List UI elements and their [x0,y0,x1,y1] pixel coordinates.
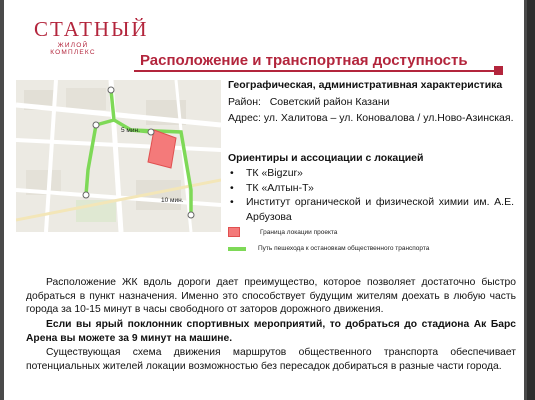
viewer-edge [527,0,535,400]
district-value: Советский район Казани [269,96,390,108]
logo-name: СТАТНЫЙ [34,17,149,41]
landmarks-list [228,166,514,224]
legend-boundary-label: Граница локации проекта [260,228,338,236]
bus-stop-icon [83,192,89,198]
map-label-10min: 10 мин. [161,197,184,204]
page-title: Расположение и транспортная доступность [140,52,468,69]
legend-path-label: Путь пешехода к остановкам общественного транспорта [258,245,430,252]
bus-stop-icon [108,87,114,93]
document-page [4,0,524,400]
district-line [228,96,390,108]
landmark-item: • ТК «Алтын-Т» [228,181,514,196]
path-swatch [228,247,246,251]
geo-heading: Географическая, административная характеристика [228,79,503,91]
location-map [16,80,221,232]
paragraph-1: Расположение ЖК вдоль дороги дает преимущество, которое позволяет достаточно быстро добраться в пункт назначения. Именно это способствует будущим жителям доехать в любую часть города за 10-15 минут в часы свободного от заторов дорожного движения. [26,277,516,315]
legend-boundary [228,227,337,237]
bus-stop-icon [93,122,99,128]
paragraph-3: Существующая схема движения маршрутов общественного транспорта обеспечивает потенциальных жителей локации возможностью без пересадок добираться в разные части города. [26,347,516,372]
map-block [66,88,106,110]
legend-path [228,245,429,252]
district-label: Район: [228,96,261,108]
bus-stop-icon [188,212,194,218]
title-underline [134,70,496,72]
landmark-item: • ТК «Bigzur» [228,166,514,181]
landmark-item: • Институт органической и физической химии им. А.Е. Арбузова [228,195,514,224]
bus-stop-icon [148,129,154,135]
address: Адрес: ул. Халитова – ул. Коновалова / ул.Ново-Азинская. [228,112,514,124]
boundary-swatch [228,227,240,237]
landmarks-heading: Ориентиры и ассоциации с локацией [228,152,424,164]
map-label-5min: 5 мин. [121,127,140,134]
logo-tagline: ЖИЛОЙ КОМПЛЕКС [50,42,96,56]
logo [34,17,149,56]
paragraph-2: Если вы ярый поклонник спортивных мероприятий, то добраться до стадиона Ак Барс Арена вы можете за 9 минут на машине. [26,319,516,344]
title-marker [494,66,503,75]
map-graphic [16,80,221,232]
